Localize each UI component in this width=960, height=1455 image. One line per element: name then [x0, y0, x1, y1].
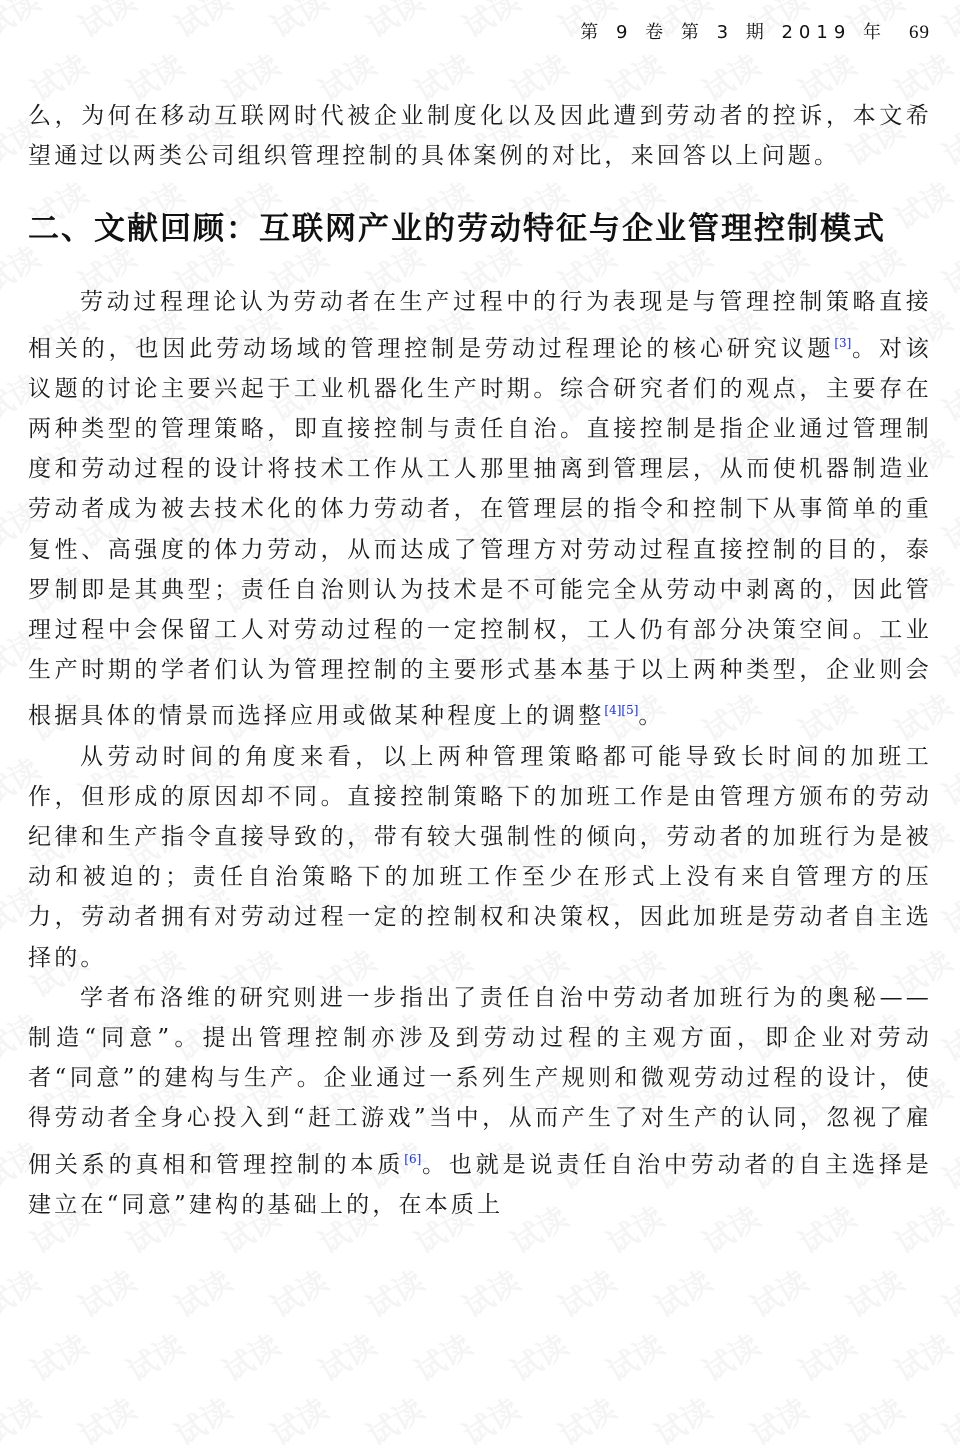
watermark-text — [933, 745, 960, 814]
watermark-text — [117, 1321, 191, 1390]
watermark-text — [165, 1257, 239, 1326]
paragraph-burawoy — [28, 978, 932, 1225]
watermark-text — [933, 0, 960, 47]
watermark-text — [837, 1257, 911, 1326]
watermark-text — [213, 1321, 287, 1390]
watermark-text — [165, 0, 239, 47]
watermark-text — [549, 1257, 623, 1326]
watermark-text — [837, 1385, 911, 1454]
watermark-text — [69, 1257, 143, 1326]
watermark-text — [549, 1385, 623, 1454]
watermark-text — [0, 0, 47, 47]
page-number: 69 — [909, 22, 930, 43]
intro-paragraph: 么，为何在移动互联网时代被企业制度化以及因此遭到劳动者的控诉，本文希望通过以两类公司组织管理控制的具体案例的对比，来回答以上问题。 — [28, 103, 932, 170]
watermark-text — [645, 1257, 719, 1326]
paragraph-text: 。 — [638, 703, 665, 730]
watermark-text — [741, 1385, 815, 1454]
watermark-text — [933, 1385, 960, 1454]
section-heading: 二、文献回顾：互联网产业的劳动特征与企业管理控制模式 — [28, 211, 886, 248]
watermark-text — [933, 233, 960, 302]
watermark-text — [885, 1321, 959, 1390]
watermark-text — [453, 1257, 527, 1326]
watermark-text — [501, 1321, 575, 1390]
watermark-text — [309, 1321, 383, 1390]
watermark-text — [933, 361, 960, 430]
watermark-text — [261, 1257, 335, 1326]
paragraph-text: 。对该议题的讨论主要兴起于工业机器化生产时期。综合研究者们的观点，主要存在两种类型的管理策略，即直接控制与责任自治。直接控制是指企业通过管理制度和劳动过程的设计将技术工作从工人那里抽离到管理层，从而使机器制造业劳动者成为被去技术化的体力劳动者，在管理层的指令和控制下从事简单的重复性、高强度的体力劳动，从而达成了管理方对劳动过程直接控制的目的，泰罗制即是其典型；责任自治则认为技术是不可能完全从劳动中剥离的，因此管理过程中会保留工人对劳动过程的一定控制权，工人仍有部分决策空间。工业生产时期的学者们认为管理控制的主要形式基本基于以上两种类型，企业则会根据具体的情景而选择应用或做某种程度上的调整 — [28, 335, 932, 730]
watermark-text — [933, 105, 960, 174]
watermark-text — [405, 1321, 479, 1390]
article-body — [28, 96, 932, 1225]
watermark-text — [357, 0, 431, 47]
watermark-text — [165, 1385, 239, 1454]
watermark-text — [933, 489, 960, 558]
watermark-text — [21, 1321, 95, 1390]
citation-link[interactable]: [6] — [404, 1151, 422, 1166]
paragraph-text: 劳动过程理论认为劳动者在生产过程中的行为表现是与管理控制策略直接相关的，也因此劳动场域的管理控制是劳动过程理论的核心研究议题 — [28, 289, 932, 362]
watermark-text — [69, 1385, 143, 1454]
citation-link[interactable]: [3] — [834, 335, 852, 350]
watermark-text — [0, 1257, 47, 1326]
watermark-text — [933, 1129, 960, 1198]
paragraph-text: 学者布洛维的研究则进一步指出了责任自治中劳动者加班行为的奥秘——制造“同意”。提出管理控制亦涉及到劳动过程的主观方面，即企业对劳动者“同意”的建构与生产。企业通过一系列生产规则和微观劳动过程的设计，使得劳动者全身心投入到“赶工游戏”当中，从而产生了对生产的认同，忽视了雇佣关系的真相和管理控制的本质 — [28, 984, 932, 1178]
watermark-text — [645, 1385, 719, 1454]
watermark-text — [693, 1321, 767, 1390]
watermark-text — [453, 1385, 527, 1454]
watermark-text — [933, 617, 960, 686]
watermark-text — [357, 1385, 431, 1454]
watermark-text — [597, 1321, 671, 1390]
watermark-text — [933, 1001, 960, 1070]
watermark-text — [741, 1257, 815, 1326]
watermark-text — [933, 1257, 960, 1326]
paragraph-overtime: 从劳动时间的角度来看，以上两种管理策略都可能导致长时间的加班工作，但形成的原因却不同。直接控制策略下的加班工作是由管理方颁布的劳动纪律和生产指令直接导致的，带有较大强制性的倾向，劳动者的加班行为是被动和被迫的；责任自治策略下的加班工作至少在形式上没有来自管理方的压力，劳动者拥有对劳动过程一定的控制权和决策权，因此加班是劳动者自主选择的。 — [28, 743, 932, 971]
watermark-text — [789, 1321, 863, 1390]
running-header — [580, 18, 930, 44]
citation-link[interactable]: [4][5] — [604, 703, 639, 718]
paragraph-labor-process — [28, 282, 932, 736]
watermark-text — [357, 1257, 431, 1326]
watermark-text — [261, 0, 335, 47]
paragraph-text: 。也就是说责任自治中劳动者的自主选择是建立在“同意”建构的基础上的，在本质上 — [28, 1151, 932, 1218]
watermark-text — [261, 1385, 335, 1454]
watermark-text — [0, 1385, 47, 1454]
journal-issue: 第 9 卷 第 3 期 2019 年 — [580, 22, 887, 43]
watermark-text — [453, 0, 527, 47]
watermark-text — [69, 0, 143, 47]
watermark-text — [933, 873, 960, 942]
